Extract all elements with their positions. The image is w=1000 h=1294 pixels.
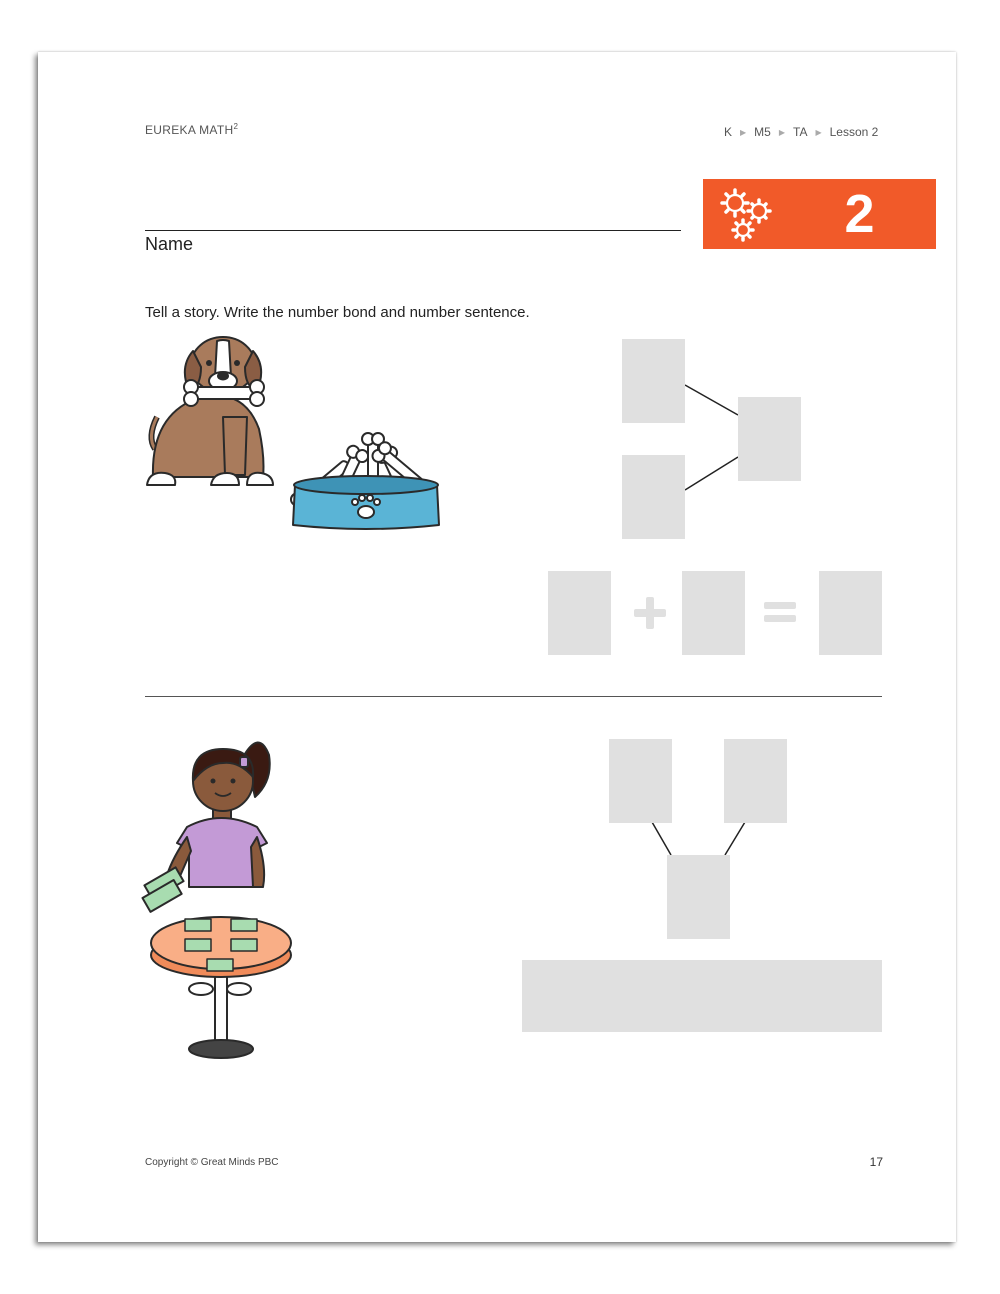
worksheet-page xyxy=(38,52,956,1242)
brand-title: EUREKA MATH$^2$ xyxy=(145,122,239,137)
breadcrumb-separator-icon: ▶ xyxy=(740,127,747,137)
number-bond-2-connectors xyxy=(38,52,956,1052)
breadcrumb-module: M5 xyxy=(754,125,771,139)
breadcrumb-topic: TA xyxy=(793,125,808,139)
breadcrumb-lesson: Lesson 2 xyxy=(829,125,879,139)
breadcrumb-separator-icon: ▶ xyxy=(815,127,822,137)
number-bond-2-part-right[interactable] xyxy=(724,739,787,823)
name-label: Name xyxy=(145,234,194,254)
number-bond-2-part-left[interactable] xyxy=(609,739,672,823)
instruction-text: Tell a story. Write the number bond and number sentence. xyxy=(145,304,530,321)
page-number: 17 xyxy=(869,1155,883,1169)
breadcrumb-separator-icon: ▶ xyxy=(778,127,785,137)
breadcrumb-grade: K xyxy=(724,125,733,139)
lesson-number: 2 xyxy=(844,184,875,244)
copyright-text: Copyright © Great Minds PBC xyxy=(145,1157,279,1168)
number-sentence-2-box[interactable] xyxy=(522,960,882,1032)
number-bond-2-whole[interactable] xyxy=(667,855,730,939)
